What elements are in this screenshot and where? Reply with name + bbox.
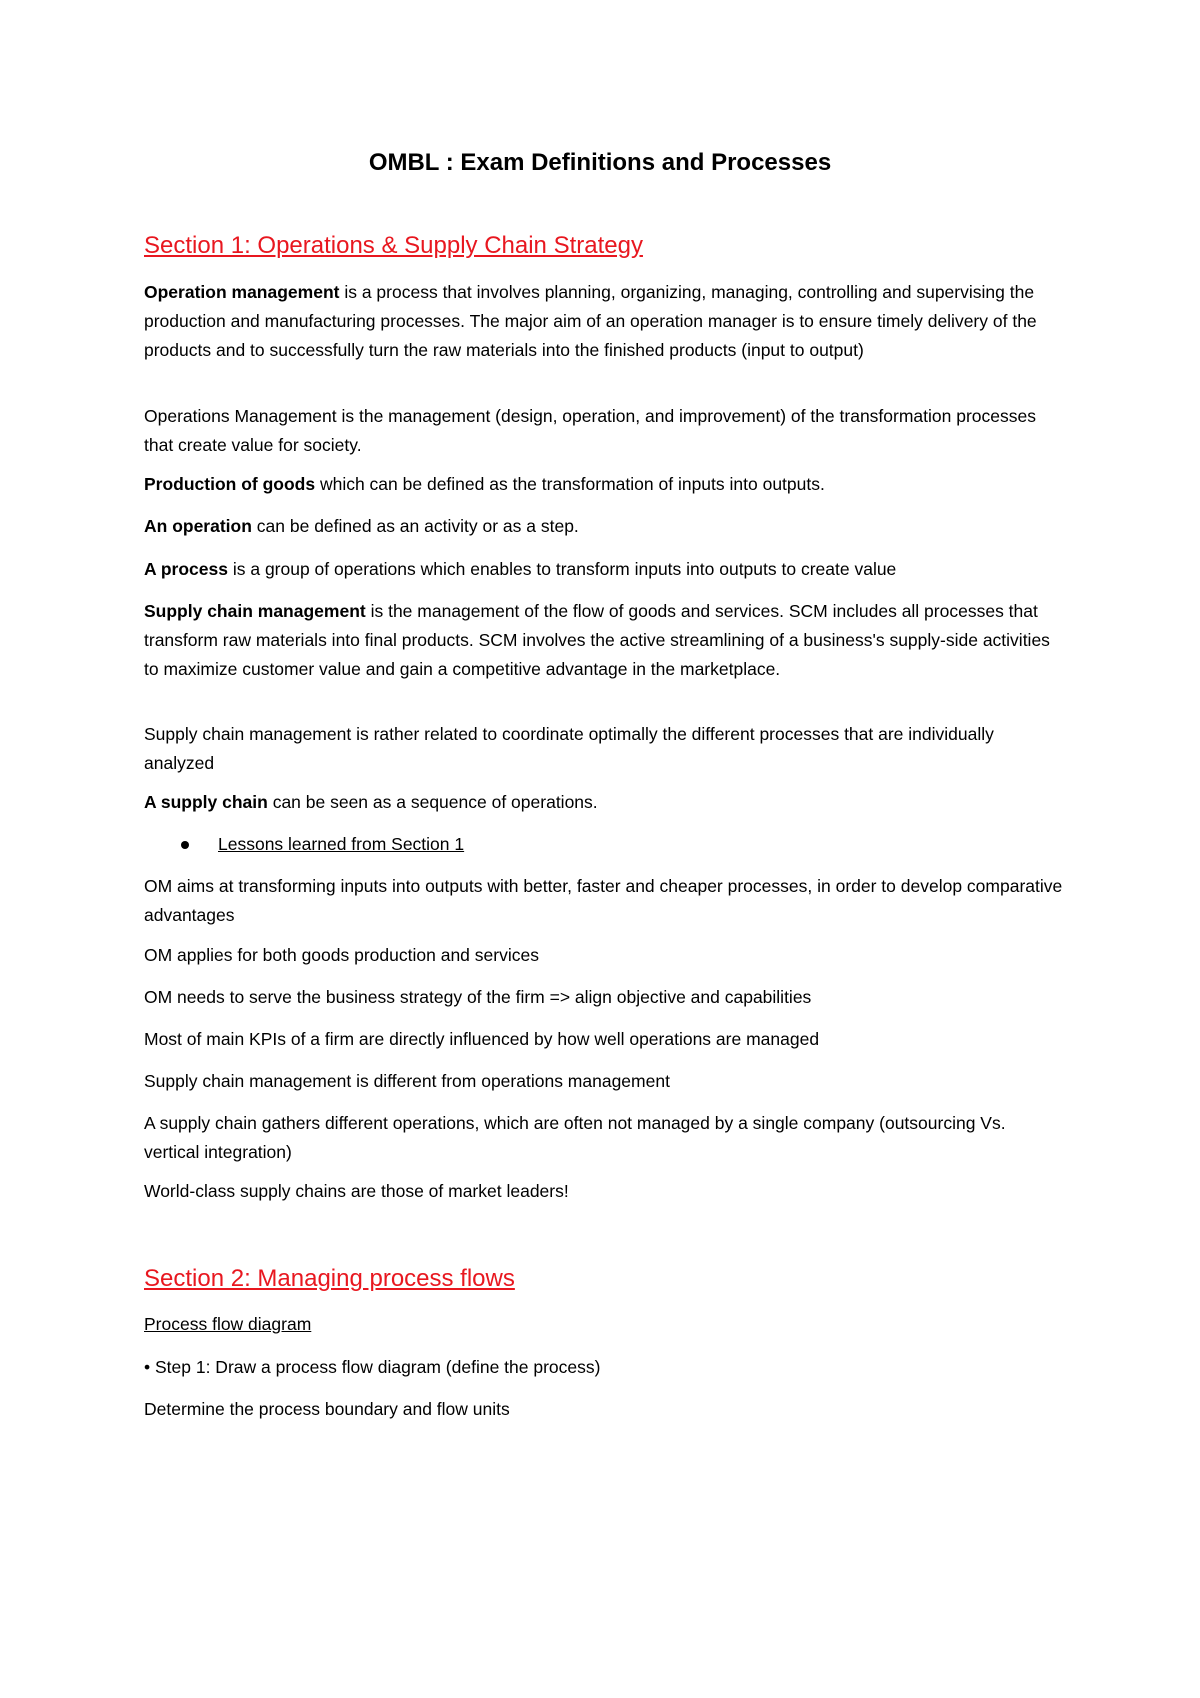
section-1-heading: Section 1: Operations & Supply Chain Strategy: [144, 232, 643, 259]
definition-text: is a process that involves planning, organizing, managing, controlling and supervising the production and manufacturing processes. The major aim of an operation manager is to ensure timely delivery of the products and to successfully turn the raw materials into the finished products (input to output): [144, 282, 1037, 360]
lesson-item: OM aims at transforming inputs into outputs with better, faster and cheaper processes, in order to develop comparative advantages: [144, 876, 1063, 925]
step-1-item: • Step 1: Draw a process flow diagram (define the process): [144, 1357, 601, 1377]
term-supply-chain-management: Supply chain management: [144, 601, 366, 621]
step-1-detail: Determine the process boundary and flow units: [144, 1399, 510, 1419]
paragraph-production-of-goods: [144, 470, 1064, 499]
paragraph-operations-management-definition: [144, 402, 1064, 460]
paragraph-scm-coordination: [144, 720, 1064, 778]
paragraph-supply-chain-management: [144, 597, 1064, 684]
definition-text: is the management of the flow of goods and services. SCM includes all processes that transform raw materials into final products. SCM involves the active streamlining of a business's supply-side activities to maximize customer value and gain a competitive advantage in the marketplace.: [144, 601, 1050, 679]
term-operation-management: Operation management: [144, 282, 340, 302]
definition-text: can be seen as a sequence of operations.: [267, 792, 598, 812]
document-title: OMBL : Exam Definitions and Processes: [368, 149, 832, 176]
term-production-of-goods: Production of goods: [144, 474, 316, 494]
bullet-icon: [181, 841, 189, 849]
term-an-operation: An operation: [144, 516, 252, 536]
paragraph-a-supply-chain: [144, 788, 1064, 817]
lesson-item: World-class supply chains are those of market leaders!: [144, 1181, 569, 1201]
paragraph-a-process: [144, 555, 1064, 584]
term-a-supply-chain: A supply chain: [144, 792, 268, 812]
term-a-process: A process: [144, 559, 228, 579]
lesson-item: Supply chain management is different from operations management: [144, 1071, 670, 1091]
process-flow-diagram-heading: Process flow diagram: [144, 1314, 312, 1334]
definition-text: Supply chain management is rather related to coordinate optimally the different processes that are individually analyzed: [144, 724, 994, 773]
paragraph-an-operation: [144, 512, 1064, 541]
definition-text: which can be defined as the transformation of inputs into outputs.: [315, 474, 825, 494]
lesson-item: A supply chain gathers different operations, which are often not managed by a single company (outsourcing Vs. vertical integration): [144, 1113, 1006, 1162]
section-2-heading: Section 2: Managing process flows: [144, 1265, 515, 1292]
definition-text: Operations Management is the management (design, operation, and improvement) of the transformation processes that create value for society.: [144, 406, 1037, 455]
lesson-item: OM applies for both goods production and services: [144, 945, 539, 965]
definition-text: is a group of operations which enables to transform inputs into outputs to create value: [227, 559, 897, 579]
definition-text: can be defined as an activity or as a step.: [251, 516, 579, 536]
bullet-text: Lessons learned from Section 1: [218, 834, 465, 854]
lesson-item: OM needs to serve the business strategy of the firm => align objective and capabilities: [144, 987, 812, 1007]
lesson-item: Most of main KPIs of a firm are directly influenced by how well operations are managed: [144, 1029, 820, 1049]
paragraph-operation-management: [144, 278, 1064, 365]
